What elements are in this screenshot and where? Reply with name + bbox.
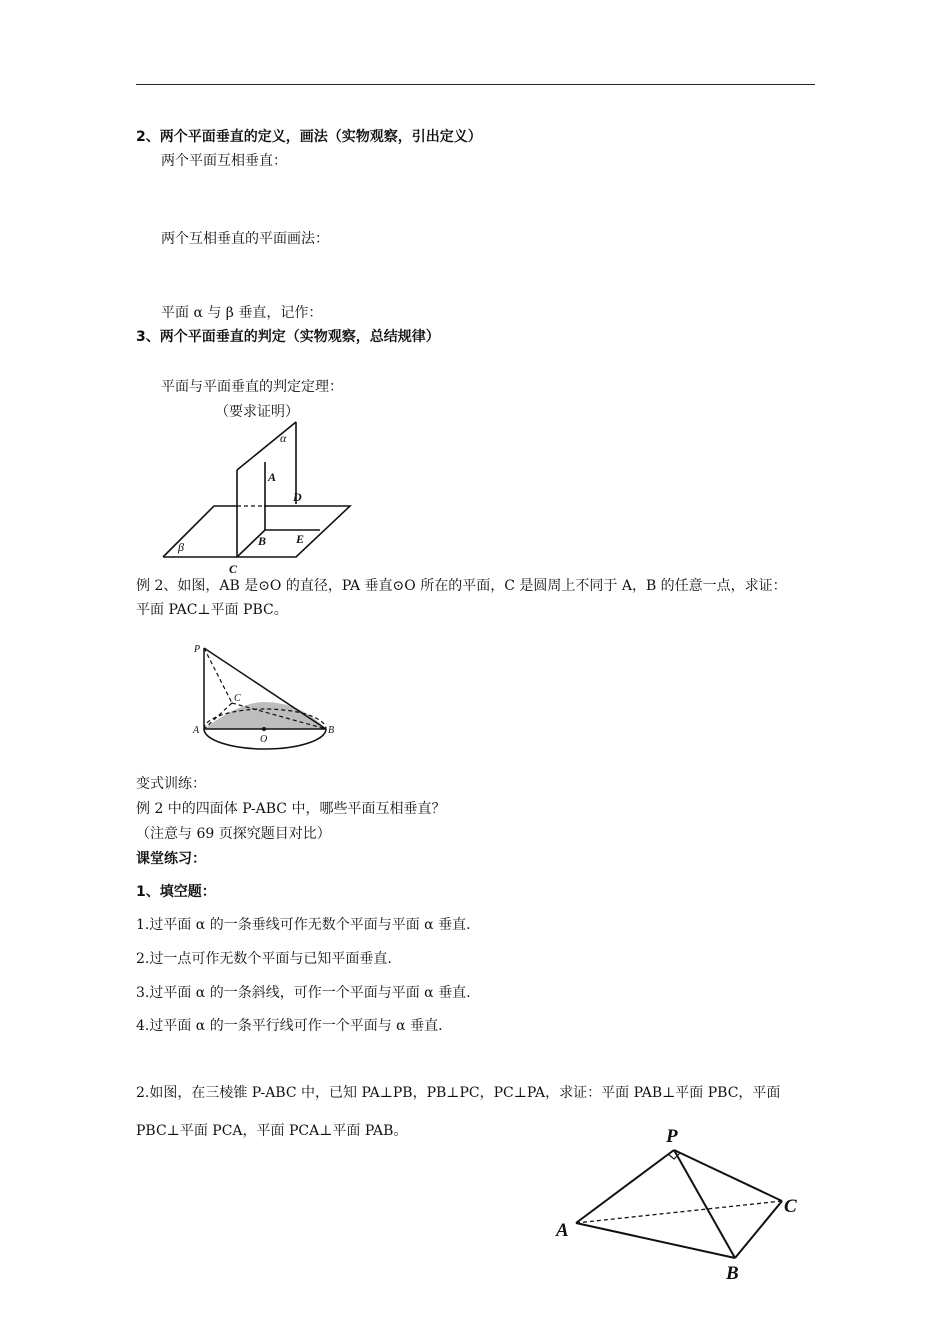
- figure-tetrahedron: [550, 1120, 810, 1285]
- section2-line-notation: 平面 α 与 β 垂直，记作：: [161, 305, 323, 321]
- fig2-label-P: P: [194, 644, 201, 655]
- example2-line1: 例 2、如图，AB 是⊙O 的直径，PA 垂直⊙O 所在的平面，C 是圆周上不同于 A，B 的任意一点，求证：: [136, 578, 787, 594]
- variant-line2: （注意与 69 页探究题目对比）: [136, 826, 331, 842]
- proof-note: （要求证明）: [215, 404, 299, 420]
- fig1-label-A: A: [268, 470, 277, 484]
- fig1-label-alpha: α: [280, 431, 287, 445]
- header-rule: [136, 84, 815, 85]
- theorem-line: 平面与平面垂直的判定定理：: [161, 379, 343, 395]
- fig1-label-C: C: [229, 562, 238, 576]
- section2-line-definition: 两个平面互相垂直：: [161, 153, 287, 169]
- fig2-label-C: C: [234, 693, 241, 704]
- fig3-label-A: A: [556, 1220, 569, 1241]
- section3-heading: 3、两个平面垂直的判定（实物观察，总结规律）: [136, 329, 440, 345]
- fig1-label-beta: β: [178, 540, 184, 554]
- section2-line-drawing: 两个互相垂直的平面画法：: [161, 231, 329, 247]
- fig1-label-B: B: [258, 534, 267, 548]
- section2-heading: 2、两个平面垂直的定义，画法（实物观察，引出定义）: [136, 129, 482, 145]
- practice-title: 课堂练习：: [136, 851, 206, 867]
- figure-perpendicular-planes: [160, 420, 360, 580]
- fig2-label-B: B: [328, 725, 335, 736]
- practice-item-4: 4.过平面 α 的一条平行线可作一个平面与 α 垂直.: [136, 1018, 443, 1034]
- practice-item-3: 3.过平面 α 的一条斜线，可作一个平面与平面 α 垂直.: [136, 985, 471, 1001]
- fig1-label-E: E: [296, 532, 305, 546]
- practice-item-1: 1.过平面 α 的一条垂线可作无数个平面与平面 α 垂直.: [136, 917, 471, 933]
- example2-line2: 平面 PAC⊥平面 PBC。: [136, 602, 288, 618]
- variant-line1: 例 2 中的四面体 P-ABC 中，哪些平面互相垂直？: [136, 801, 446, 817]
- fig3-label-C: C: [784, 1196, 797, 1217]
- fig1-label-D: D: [293, 490, 302, 504]
- variant-title: 变式训练：: [136, 776, 206, 792]
- fill-blank-title: 1、填空题：: [136, 884, 216, 900]
- practice-item-2: 2.过一点可作无数个平面与已知平面垂直.: [136, 951, 392, 967]
- figure-circle-tetrahedron: [185, 640, 345, 750]
- fig2-label-O: O: [260, 734, 268, 745]
- question2-line1: 2.如图，在三棱锥 P-ABC 中，已知 PA⊥PB，PB⊥PC，PC⊥PA，求证：平面 PAB⊥平面 PBC，平面: [136, 1085, 781, 1101]
- fig3-label-B: B: [726, 1263, 739, 1284]
- fig2-label-A: A: [193, 725, 200, 736]
- question2-line2: PBC⊥平面 PCA，平面 PCA⊥平面 PAB。: [136, 1123, 408, 1139]
- fig3-label-P: P: [666, 1126, 678, 1147]
